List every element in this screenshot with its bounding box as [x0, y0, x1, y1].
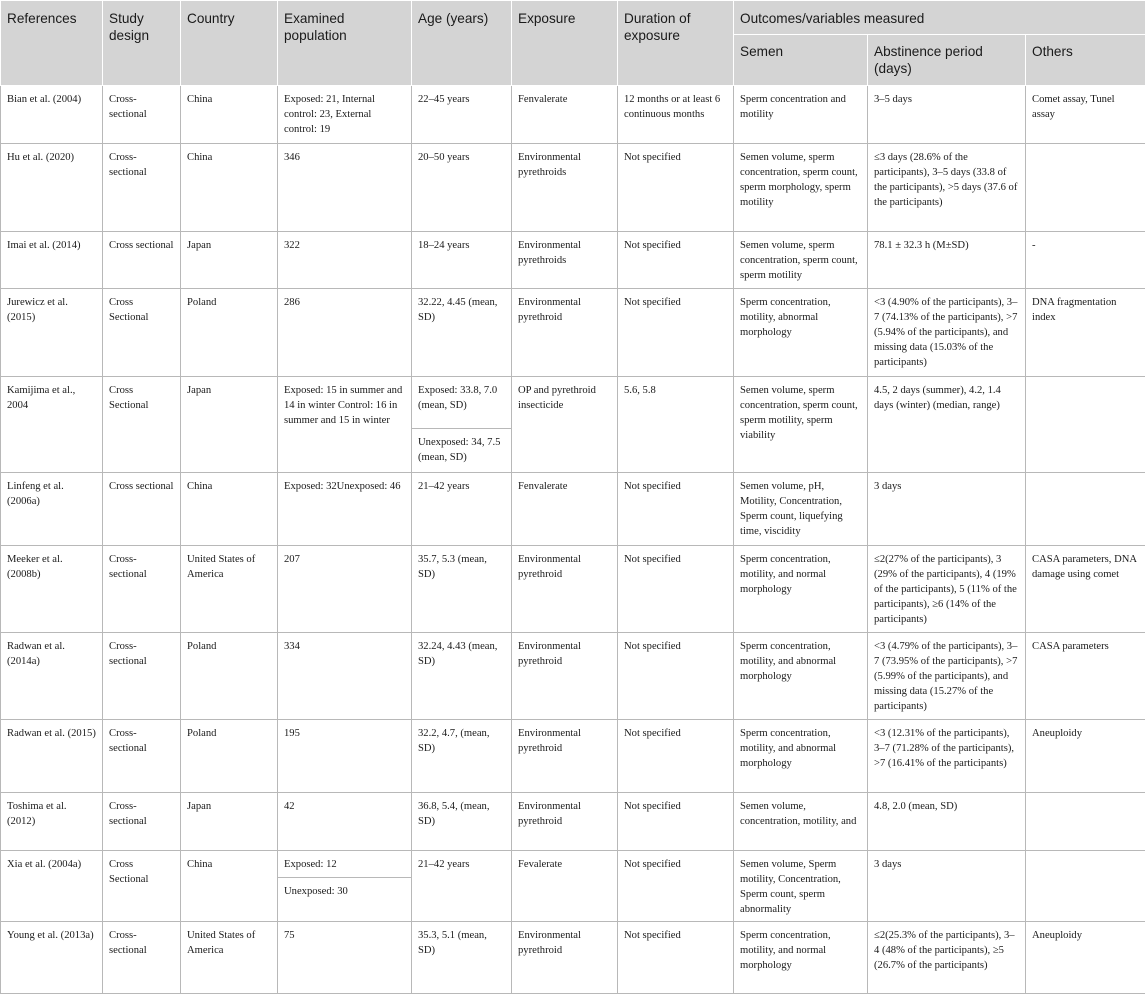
cell-population: 42	[278, 793, 412, 851]
cell-population-unexposed: Unexposed: 30	[278, 878, 412, 922]
cell-abstinence: ≤2(25.3% of the participants), 3–4 (48% of the participants), ≥5 (26.7% of the participants)	[868, 922, 1026, 994]
header-references: References	[1, 1, 103, 86]
header-age: Age (years)	[412, 1, 512, 86]
cell-age: 36.8, 5.4, (mean, SD)	[412, 793, 512, 851]
table-row	[1, 793, 1145, 851]
cell-duration: Not specified	[618, 289, 734, 377]
cell-duration: 12 months or at least 6 continuous months	[618, 86, 734, 144]
cell-others	[1026, 144, 1145, 232]
cell-exposure: Environmental pyrethroid	[512, 289, 618, 377]
header-abstinence: Abstinence period (days)	[868, 35, 1026, 86]
cell-population: Exposed: 21, Internal control: 23, External control: 19	[278, 86, 412, 144]
cell-abstinence: 78.1 ± 32.3 h (M±SD)	[868, 232, 1026, 289]
cell-others: Aneuploidy	[1026, 922, 1145, 994]
cell-design: Cross-sectional	[103, 633, 181, 720]
cell-country: Poland	[181, 289, 278, 377]
cell-population: 346	[278, 144, 412, 232]
cell-design: Cross sectional	[103, 473, 181, 546]
table-row	[1, 922, 1145, 994]
cell-semen: Semen volume, sperm concentration, sperm count, sperm motility, sperm viability	[734, 377, 868, 473]
cell-country: United States of America	[181, 546, 278, 633]
cell-duration: Not specified	[618, 633, 734, 720]
cell-reference: Hu et al. (2020)	[1, 144, 103, 232]
cell-others	[1026, 851, 1145, 922]
cell-others: Aneuploidy	[1026, 720, 1145, 793]
cell-reference: Imai et al. (2014)	[1, 232, 103, 289]
cell-age: 35.7, 5.3 (mean, SD)	[412, 546, 512, 633]
cell-design: Cross sectional	[103, 232, 181, 289]
cell-reference: Meeker et al. (2008b)	[1, 546, 103, 633]
cell-age: 18–24 years	[412, 232, 512, 289]
cell-exposure: Environmental pyrethroid	[512, 922, 618, 994]
cell-others: -	[1026, 232, 1145, 289]
table-row	[1, 289, 1145, 377]
cell-semen: Semen volume, pH, Motility, Concentration, Sperm count, liquefying time, viscidity	[734, 473, 868, 546]
cell-abstinence: 3–5 days	[868, 86, 1026, 144]
cell-population: Exposed: 32Unexposed: 46	[278, 473, 412, 546]
table-row	[1, 546, 1145, 633]
cell-duration: Not specified	[618, 922, 734, 994]
cell-design: Cross-sectional	[103, 793, 181, 851]
cell-duration: Not specified	[618, 546, 734, 633]
header-row	[1, 1, 1145, 35]
cell-semen: Sperm concentration, motility, and normal morphology	[734, 922, 868, 994]
cell-duration: Not specified	[618, 851, 734, 922]
cell-country: Japan	[181, 232, 278, 289]
cell-others	[1026, 793, 1145, 851]
cell-population: Exposed: 15 in summer and 14 in winter Control: 16 in summer and 15 in winter	[278, 377, 412, 473]
cell-abstinence: 4.5, 2 days (summer), 4.2, 1.4 days (winter) (median, range)	[868, 377, 1026, 473]
cell-reference: Toshima et al. (2012)	[1, 793, 103, 851]
cell-age: 32.2, 4.7, (mean, SD)	[412, 720, 512, 793]
table-row	[1, 377, 1145, 429]
header-country: Country	[181, 1, 278, 86]
cell-abstinence: <3 (4.79% of the participants), 3–7 (73.95% of the participants), >7 (5.99% of the participants), and missing data (15.27% of the participants)	[868, 633, 1026, 720]
cell-country: United States of America	[181, 922, 278, 994]
table-row	[1, 232, 1145, 289]
header-others: Others	[1026, 35, 1145, 86]
cell-reference: Radwan et al. (2015)	[1, 720, 103, 793]
cell-semen: Semen volume, Sperm motility, Concentration, Sperm count, sperm abnormality	[734, 851, 868, 922]
cell-abstinence: ≤2(27% of the participants), 3 (29% of the participants), 4 (19% of the participants), 5 (11% of the participants), ≥6 (14% of the participants)	[868, 546, 1026, 633]
cell-duration: 5.6, 5.8	[618, 377, 734, 473]
cell-country: Japan	[181, 377, 278, 473]
cell-others	[1026, 473, 1145, 546]
cell-semen: Sperm concentration and motility	[734, 86, 868, 144]
cell-duration: Not specified	[618, 720, 734, 793]
cell-country: Japan	[181, 793, 278, 851]
cell-exposure: Fevalerate	[512, 851, 618, 922]
cell-exposure: Environmental pyrethroid	[512, 546, 618, 633]
cell-reference: Kamijima et al., 2004	[1, 377, 103, 473]
cell-abstinence: <3 (4.90% of the participants), 3–7 (74.13% of the participants), >7 (5.94% of the participants), and missing data (15.03% of the participants)	[868, 289, 1026, 377]
header-examined-population: Examined population	[278, 1, 412, 86]
cell-age: 20–50 years	[412, 144, 512, 232]
cell-exposure: Environmental pyrethroids	[512, 144, 618, 232]
cell-reference: Bian et al. (2004)	[1, 86, 103, 144]
table-row	[1, 633, 1145, 720]
cell-population: 75	[278, 922, 412, 994]
cell-age: 22–45 years	[412, 86, 512, 144]
cell-population: 207	[278, 546, 412, 633]
cell-country: China	[181, 851, 278, 922]
cell-reference: Radwan et al. (2014a)	[1, 633, 103, 720]
cell-duration: Not specified	[618, 793, 734, 851]
cell-abstinence: 4.8, 2.0 (mean, SD)	[868, 793, 1026, 851]
header-semen: Semen	[734, 35, 868, 86]
cell-exposure: Environmental pyrethroid	[512, 793, 618, 851]
cell-country: China	[181, 86, 278, 144]
cell-exposure: Fenvalerate	[512, 473, 618, 546]
cell-duration: Not specified	[618, 144, 734, 232]
cell-country: China	[181, 144, 278, 232]
table-row	[1, 851, 1145, 878]
table-row	[1, 473, 1145, 546]
cell-design: Cross Sectional	[103, 377, 181, 473]
cell-country: Poland	[181, 633, 278, 720]
cell-semen: Semen volume, sperm concentration, sperm count, sperm morphology, sperm motility	[734, 144, 868, 232]
header-study-design: Study design	[103, 1, 181, 86]
cell-semen: Semen volume, sperm concentration, sperm count, sperm motility	[734, 232, 868, 289]
cell-age: 35.3, 5.1 (mean, SD)	[412, 922, 512, 994]
cell-age: 32.24, 4.43 (mean, SD)	[412, 633, 512, 720]
table-row	[1, 86, 1145, 144]
cell-exposure: Fenvalerate	[512, 86, 618, 144]
cell-semen: Sperm concentration, motility, and abnormal morphology	[734, 720, 868, 793]
cell-abstinence: <3 (12.31% of the participants), 3–7 (71.28% of the participants), >7 (16.41% of the participants)	[868, 720, 1026, 793]
cell-others: Comet assay, Tunel assay	[1026, 86, 1145, 144]
cell-duration: Not specified	[618, 232, 734, 289]
cell-reference: Young et al. (2013a)	[1, 922, 103, 994]
cell-population: 322	[278, 232, 412, 289]
cell-design: Cross-sectional	[103, 720, 181, 793]
cell-exposure: Environmental pyrethroid	[512, 720, 618, 793]
cell-reference: Xia et al. (2004a)	[1, 851, 103, 922]
cell-semen: Semen volume, concentration, motility, and	[734, 793, 868, 851]
cell-semen: Sperm concentration, motility, and normal morphology	[734, 546, 868, 633]
cell-others: CASA parameters, DNA damage using comet	[1026, 546, 1145, 633]
cell-population: 334	[278, 633, 412, 720]
cell-population: 195	[278, 720, 412, 793]
cell-semen: Sperm concentration, motility, abnormal morphology	[734, 289, 868, 377]
header-exposure: Exposure	[512, 1, 618, 86]
cell-design: Cross Sectional	[103, 851, 181, 922]
cell-age-unexposed: Unexposed: 34, 7.5 (mean, SD)	[412, 429, 512, 473]
cell-age: 32.22, 4.45 (mean, SD)	[412, 289, 512, 377]
header-duration: Duration of exposure	[618, 1, 734, 86]
cell-design: Cross-sectional	[103, 546, 181, 633]
cell-age: 21–42 years	[412, 473, 512, 546]
cell-exposure: OP and pyrethroid insecticide	[512, 377, 618, 473]
cell-duration: Not specified	[618, 473, 734, 546]
cell-exposure: Environmental pyrethroids	[512, 232, 618, 289]
cell-design: Cross-sectional	[103, 922, 181, 994]
cell-others	[1026, 377, 1145, 473]
cell-population: Exposed: 12	[278, 851, 412, 878]
cell-others: DNA fragmentation index	[1026, 289, 1145, 377]
cell-abstinence: 3 days	[868, 473, 1026, 546]
cell-reference: Linfeng et al. (2006a)	[1, 473, 103, 546]
cell-design: Cross-sectional	[103, 144, 181, 232]
header-outcomes: Outcomes/variables measured	[734, 1, 1145, 35]
cell-abstinence: ≤3 days (28.6% of the participants), 3–5 days (33.8 of the participants), >5 days (37.6 of the participants)	[868, 144, 1026, 232]
cell-design: Cross Sectional	[103, 289, 181, 377]
cell-age: Exposed: 33.8, 7.0 (mean, SD)	[412, 377, 512, 429]
cell-country: Poland	[181, 720, 278, 793]
table-row	[1, 720, 1145, 793]
cell-country: China	[181, 473, 278, 546]
cell-design: Cross-sectional	[103, 86, 181, 144]
cell-exposure: Environmental pyrethroid	[512, 633, 618, 720]
cell-semen: Sperm concentration, motility, and abnormal morphology	[734, 633, 868, 720]
cell-abstinence: 3 days	[868, 851, 1026, 922]
table-row	[1, 144, 1145, 232]
cell-reference: Jurewicz et al. (2015)	[1, 289, 103, 377]
cell-population: 286	[278, 289, 412, 377]
cell-others: CASA parameters	[1026, 633, 1145, 720]
cell-age: 21–42 years	[412, 851, 512, 922]
